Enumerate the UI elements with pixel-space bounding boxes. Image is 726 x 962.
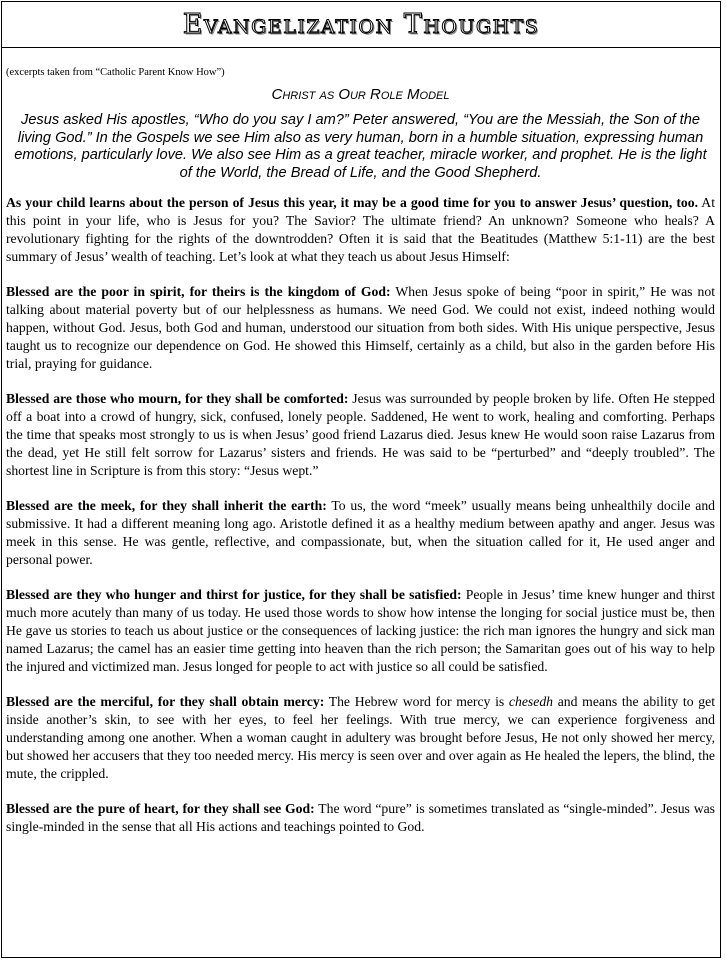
paragraph-lead: Blessed are the poor in spirit, for theirs is the kingdom of God: [6,284,391,300]
intro-text: Jesus asked His apostles, “Who do you say I am?” Peter answered, “You are the Messiah, the Son of the living God.” In the Gospels we see Him also as very human, born in a humble situation, expressing human emotions, particularly love. We also see Him as a great teacher, miracle worker, and prophet. He is the light of the World, the Bread of Life, and the Good Shepherd. [14,112,707,181]
page [1,1,721,958]
page-title: Evangelization Thoughts [182,9,540,40]
paragraph-text: and means the ability to get inside another’s skin, to see with her eyes, to feel her feelings. With true mercy, we can experience forgiveness and understanding among one another. When a woman caught in adultery was brought before Jesus, He not only showed her mercy, but showed her accusers that they too needed mercy. His mercy is seen over and over again as He healed the lepers, the blind, the mute, the crippled. [6,694,715,782]
section-heading: Christ as Our Role Model [271,86,450,103]
paragraph-intro-question [6,194,715,266]
paragraph-merciful [6,693,715,783]
paragraph-text: To us, the word “meek” usually means being unhealthily docile and submissive. It had a different meaning long ago. Aristotle defined it as a healthy medium between apathy and anger. Jesus was meek in this sense. He was gentle, reflective, and compassionate, but, when the situation called for it, He used anger and personal power. [6,498,716,568]
paragraph-lead: Blessed are the meek, for they shall inherit the earth: [6,498,327,514]
source-note: (excerpts taken from “Catholic Parent Know How”) [6,67,225,78]
paragraph-text: When Jesus spoke of being “poor in spirit,” He was not talking about material poverty but of our helplessness as humans. We need God. We could not exist, indeed nothing would happen, without God. Jesus, both God and human, understood our situation from both sides. With His unique perspective, Jesus taught us to recognize our dependence on God. He showed this Himself, certainly as a child, but also in the garden before His trial, praying for guidance. [6,284,715,372]
paragraph-emphasis: chesedh [508,694,554,710]
paragraph-lead: Blessed are the merciful, for they shall obtain mercy: [6,694,325,710]
paragraph-text: Jesus was surrounded by people broken by life. Often He stepped off a boat into a crowd of hungry, sick, confused, lonely people. Saddened, He went to work, healing and comforting. Perhaps the time that speaks most strongly to us is when Jesus’ good friend Lazarus died. Jesus knew He would soon raise Lazarus from the dead, yet He still felt sorrow for Lazarus’ sisters and friends. He was said to be “perturbed” and “deeply troubled”. The shortest line in Scripture is from this story: “Jesus wept.” [6,391,715,479]
paragraph-pure-of-heart [6,800,715,836]
paragraph-lead: Blessed are those who mourn, for they shall be comforted: [6,391,349,407]
paragraph-poor-in-spirit [6,283,715,373]
paragraph-meek [6,497,715,569]
header [2,2,720,48]
paragraph-lead: Blessed are the pure of heart, for they shall see God: [6,801,315,817]
content [2,48,720,836]
paragraph-lead: Blessed are they who hunger and thirst for justice, for they shall be satisfied: [6,587,462,603]
paragraph-text: People in Jesus’ time knew hunger and thirst much more acutely than many of us today. He used those words to show how intense the longing for social justice must be, then He gave us stories to teach us about justice or the consequences of lacking justice: the rich man ignores the hungry and sick man named Lazarus; the camel has an easier time getting into heaven than the rich person; the Samaritan goes out of his way to help the injured and victimized man. Jesus longed for people to act with justice so all could be satisfied. [6,587,715,675]
paragraph-text: The word “pure” is sometimes translated as “single-minded”. Jesus was single-minded in the sense that all His actions and teachings pointed to God. [6,801,715,835]
paragraph-lead: As your child learns about the person of Jesus this year, it may be a good time for you to answer Jesus’ question, too. [6,195,699,211]
paragraph-mourn [6,390,715,480]
paragraph-text: At this point in your life, who is Jesus for you? The Savior? The ultimate friend? An unknown? Someone who heals? A revolutionary fighting for the rights of the downtrodden? Often it is said that the Beatitudes (Matthew 5:1-11) are the best summary of Jesus’ wealth of teaching. Let’s look at what they teach us about Jesus Himself: [6,195,715,265]
paragraph-text-before: The Hebrew word for mercy is [324,694,509,710]
paragraph-hunger-justice [6,586,715,676]
